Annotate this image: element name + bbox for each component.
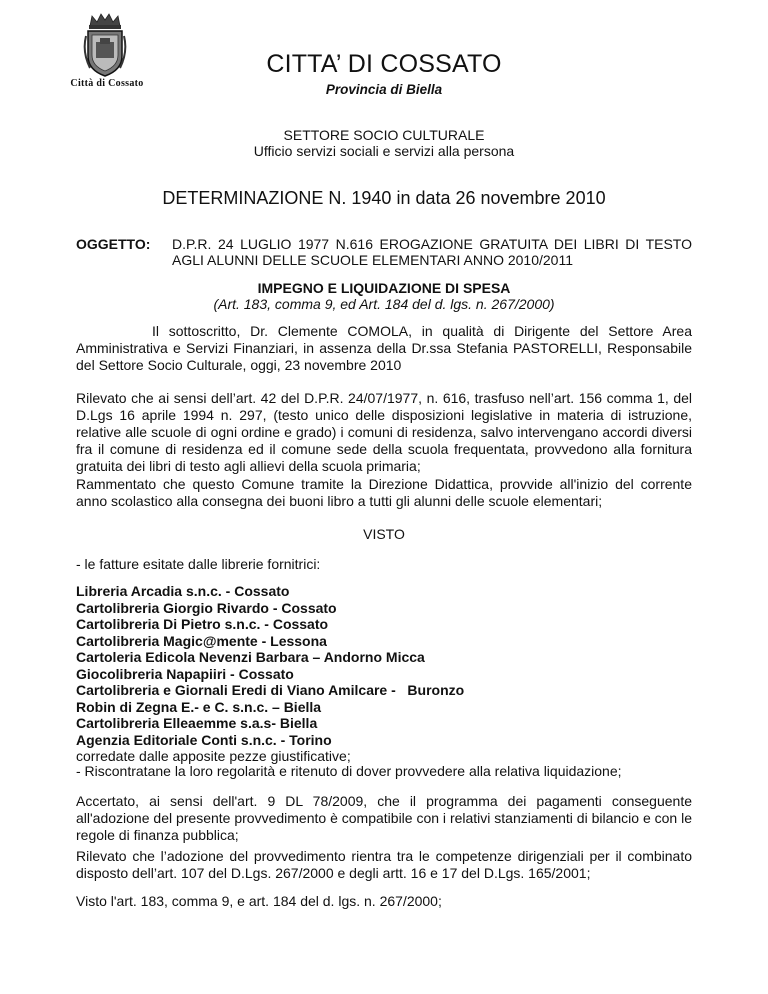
vendor-item: Agenzia Editoriale Conti s.n.c. - Torino: [76, 731, 332, 748]
accertato-paragraph: Accertato, ai sensi dell'art. 9 DL 78/2009, che il programma dei pagamenti conseguente all'adozione del presente provvedimento è compatibile con i relativi stanziamenti di bilancio e con le regole di finanza pubblica;: [76, 793, 692, 843]
vendor-list: [76, 583, 696, 765]
invoices-intro: - le fatture esitate dalle librerie fornitrici:: [76, 556, 321, 572]
subject-reference: (Art. 183, comma 9, ed Art. 184 del d. lgs. n. 267/2000): [213, 296, 555, 312]
riscontrata-paragraph: - Riscontratane la loro regolarità e ritenuto di dover provvedere alla relativa liquidazione;: [76, 763, 622, 779]
subject-heading: IMPEGNO E LIQUIDAZIONE DI SPESA: [257, 280, 511, 296]
rilevato-paragraph-1: Rilevato che ai sensi dell’art. 42 del D.P.R. 24/07/1977, n. 616, trasfuso nell’art. 156 comma 1, del D.Lgs 16 aprile 1994 n. 297, (testo unico delle disposizioni legislative in materia di istruzione, relative alle scuole di ogni ordine e grado) i comuni di residenza, salvo intervengano accordi diversi fra il comune di residenza ed il comune sede della scuola frequentata, provvedono alla fornitura gratuita dei libri di testo agli allievi della scuola primaria;: [76, 390, 692, 474]
visto-heading: VISTO: [363, 526, 405, 542]
province-subtitle: Provincia di Biella: [325, 82, 443, 97]
visto-art-paragraph: Visto l'art. 183, comma 9, e art. 184 del d. lgs. n. 267/2000;: [76, 893, 442, 909]
vendor-item: Giocolibreria Napapiiri - Cossato: [76, 665, 294, 682]
rammentato-paragraph: Rammentato che questo Comune tramite la Direzione Didattica, provvide all'inizio del corrente anno scolastico alla consegna dei buoni libro a tutti gli alunni delle scuole elementari;: [76, 476, 692, 509]
office-name: Ufficio servizi sociali e servizi alla persona: [253, 143, 515, 159]
vendor-item: Cartolibreria e Giornali Eredi di Viano Amilcare - Buronzo: [76, 682, 465, 698]
vendor-item: Robin di Zegna E.- e C. s.n.c. – Biella: [76, 698, 322, 715]
subject-line-1: D.P.R. 24 LUGLIO 1977 N.616 EROGAZIONE GRATUITA DEI LIBRI DI TESTO: [172, 236, 692, 252]
sector-name: SETTORE SOCIO CULTURALE: [283, 127, 485, 143]
vendor-item: Cartolibreria Magic@mente - Lessona: [76, 632, 327, 649]
vendor-item: Cartolibreria Giorgio Rivardo - Cossato: [76, 599, 337, 616]
vendor-item: Libreria Arcadia s.n.c. - Cossato: [76, 583, 290, 599]
subject-line-2: AGLI ALUNNI DELLE SCUOLE ELEMENTARI ANNO 2010/2011: [172, 252, 573, 268]
vendor-item: Cartolibreria Di Pietro s.n.c. - Cossato: [76, 616, 329, 632]
city-title: CITTA’ DI COSSATO: [266, 50, 502, 78]
city-crest-logo: [82, 12, 128, 78]
intro-paragraph: Il sottoscritto, Dr. Clemente COMOLA, in qualità di Dirigente del Settore Area Amministrativa e Servizi Finanziari, in assenza della Dr.ssa Stefania PASTORELLI, Responsabile del Settore Socio Culturale, oggi, 23 novembre 2010: [76, 323, 692, 373]
rilevato-paragraph-2: Rilevato che l’adozione del provvedimento rientra tra le competenze dirigenziali per il combinato disposto dell’art. 107 del D.Lgs. 267/2000 e degli artt. 16 e 17 del D.Lgs. 165/2001;: [76, 848, 692, 881]
crest-caption: Città di Cossato: [70, 78, 144, 89]
vendor-item: Cartolibreria Elleaemme s.a.s- Biella: [76, 715, 318, 731]
vendors-note: corredate dalle apposite pezze giustificative;: [76, 748, 351, 764]
subject-label: OGGETTO:: [76, 236, 151, 252]
vendor-item: Cartoleria Edicola Nevenzi Barbara – Andorno Micca: [76, 649, 425, 665]
determination-title: DETERMINAZIONE N. 1940 in data 26 novembre 2010: [162, 188, 606, 208]
